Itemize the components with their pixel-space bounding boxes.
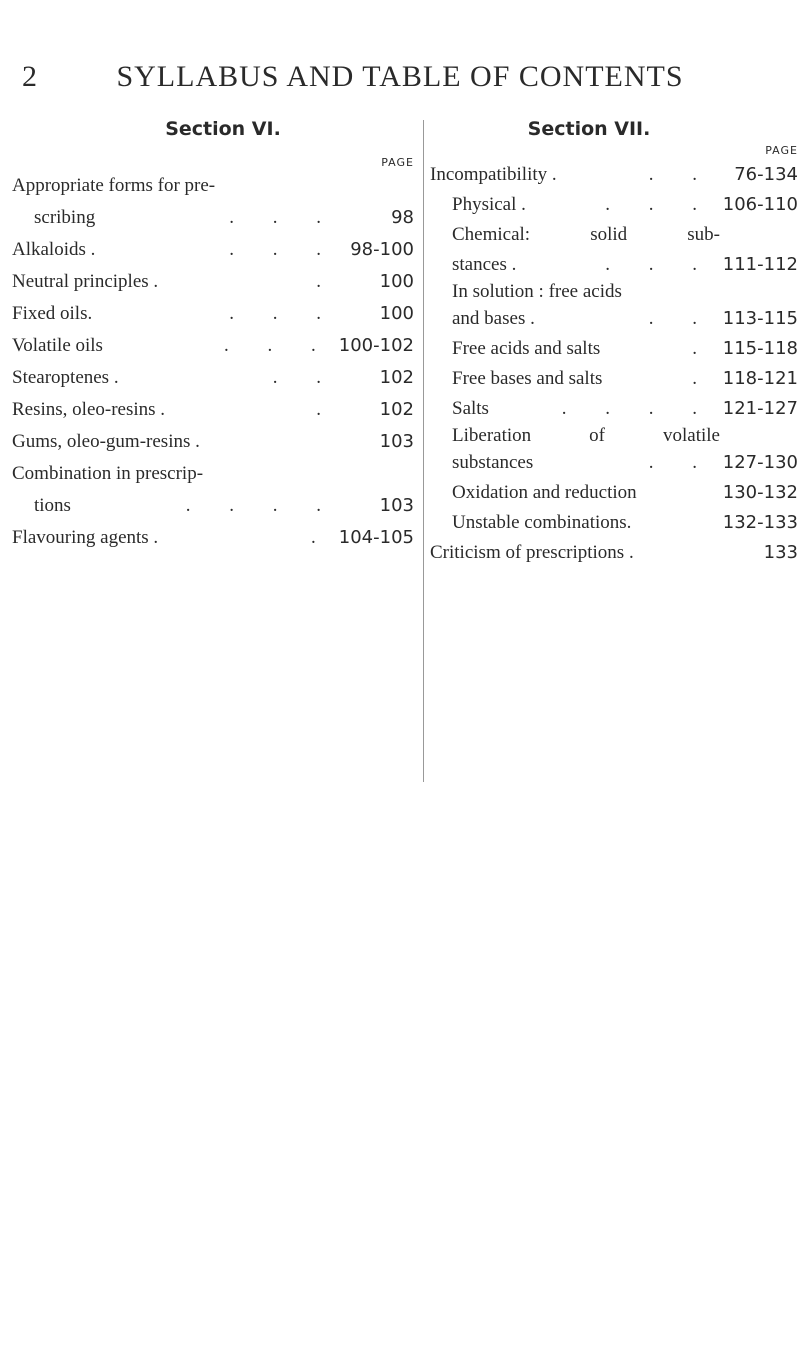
- entry-text: Unstable combinations.: [452, 512, 632, 533]
- toc-entry: [430, 190, 798, 220]
- leader-dots: .: [316, 271, 338, 292]
- page-ref: 100-102: [338, 335, 414, 356]
- entry-text: Gums, oleo-gum-resins .: [12, 431, 200, 452]
- page-ref: 98: [391, 207, 414, 228]
- toc-entry: [12, 234, 414, 266]
- page-ref: 113-115: [722, 308, 798, 329]
- toc-entry: [12, 426, 414, 458]
- leader-dots: .: [692, 338, 714, 359]
- toc-entry: [430, 160, 798, 190]
- entry-text: Liberation: [452, 425, 532, 446]
- entry-text: Resins, oleo-resins .: [12, 399, 166, 420]
- leader-dots: . . .: [229, 239, 338, 260]
- page-ref: 102: [379, 367, 414, 388]
- section-title: Section VII.: [527, 118, 651, 140]
- entry-text: Flavouring agents .: [12, 527, 159, 548]
- leader-dots: .: [692, 368, 714, 389]
- entry-text: scribing: [34, 207, 96, 228]
- toc-entry: [12, 266, 414, 298]
- toc-entry: [12, 298, 414, 330]
- toc-entry: [430, 280, 798, 334]
- toc-entry: [12, 522, 414, 554]
- entry-text: Alkaloids .: [12, 239, 96, 260]
- entry-text: Fixed oils.: [12, 303, 93, 324]
- toc-entry: [12, 330, 414, 362]
- page-ref: 98-100: [350, 239, 414, 260]
- page-ref: 103: [379, 495, 414, 516]
- entry-text: stances .: [452, 254, 517, 275]
- entry-text: tions: [34, 495, 71, 516]
- entry-text: Free acids and salts: [452, 338, 601, 359]
- leader-dots: . .: [272, 367, 338, 388]
- page-ref: 115-118: [722, 338, 798, 359]
- leader-dots: .: [311, 527, 333, 548]
- toc-entry: [12, 170, 414, 234]
- page-ref: 106-110: [722, 194, 798, 215]
- leader-dots: . . .: [229, 207, 338, 228]
- entry-text: and bases .: [452, 308, 535, 329]
- section-title: Section VI.: [165, 118, 281, 140]
- page-ref: 102: [379, 399, 414, 420]
- leader-dots: . . .: [605, 254, 714, 275]
- entry-text: Free bases and salts: [452, 368, 603, 389]
- page-ref: 100: [379, 303, 414, 324]
- page-ref: 127-130: [722, 452, 798, 473]
- page-column-label: PAGE: [765, 144, 798, 157]
- toc-entry: [430, 538, 798, 568]
- entry-text: of: [589, 425, 605, 446]
- leader-dots: . . . .: [561, 398, 714, 419]
- leader-dots: . . .: [605, 194, 714, 215]
- page-ref: 130-132: [722, 482, 798, 503]
- toc-entry: [430, 364, 798, 394]
- entry-text: Appropriate forms for pre-: [12, 175, 216, 196]
- leader-dots: . .: [648, 452, 714, 473]
- entry-text: Chemical:: [452, 224, 531, 245]
- leader-dots: . .: [648, 308, 714, 329]
- entry-text: Criticism of prescriptions .: [430, 542, 634, 563]
- page-ref: 100: [379, 271, 414, 292]
- leader-dots: . . .: [229, 303, 338, 324]
- leader-dots: . . . .: [185, 495, 338, 516]
- leader-dots: .: [316, 399, 338, 420]
- entry-text: Neutral principles .: [12, 271, 159, 292]
- toc-entry: [430, 478, 798, 508]
- entry-text: volatile: [663, 425, 720, 446]
- entry-text: Stearoptenes .: [12, 367, 119, 388]
- page-ref: 111-112: [722, 254, 798, 275]
- entry-text: In solution : free acids: [452, 281, 622, 302]
- toc-entry: [12, 362, 414, 394]
- page-ref: 118-121: [722, 368, 798, 389]
- toc-entry: [430, 220, 798, 280]
- page-ref: 121-127: [722, 398, 798, 419]
- page-ref: 132-133: [722, 512, 798, 533]
- toc-entry: [430, 334, 798, 364]
- page-number: 2: [22, 60, 38, 93]
- entry-text: Volatile oils: [12, 335, 103, 356]
- entry-text: solid: [590, 224, 628, 245]
- page-column-label: PAGE: [381, 156, 414, 169]
- toc-entry: [430, 424, 798, 478]
- section-vi-column: [12, 118, 414, 554]
- toc-entry: [430, 508, 798, 538]
- entry-text: Incompatibility .: [430, 164, 557, 185]
- divider: [423, 120, 424, 782]
- toc-entry: [12, 458, 414, 522]
- entry-text: sub-: [687, 224, 720, 245]
- entry-text: Oxidation and reduction: [452, 482, 637, 503]
- leader-dots: . . .: [224, 335, 333, 356]
- toc-entry: [12, 394, 414, 426]
- page-ref: 133: [763, 542, 798, 563]
- entry-text: Salts: [452, 398, 489, 419]
- entry-text: substances: [452, 452, 534, 473]
- page-ref: 103: [379, 431, 414, 452]
- leader-dots: . .: [648, 164, 714, 185]
- page-ref: 76-134: [734, 164, 798, 185]
- page-header: SYLLABUS AND TABLE OF CONTENTS: [116, 60, 684, 93]
- page-ref: 104-105: [338, 527, 414, 548]
- entry-text: Physical .: [452, 194, 526, 215]
- toc-entry: [430, 394, 798, 424]
- entry-text: Combination in prescrip-: [12, 463, 204, 484]
- section-vii-column: [430, 118, 798, 568]
